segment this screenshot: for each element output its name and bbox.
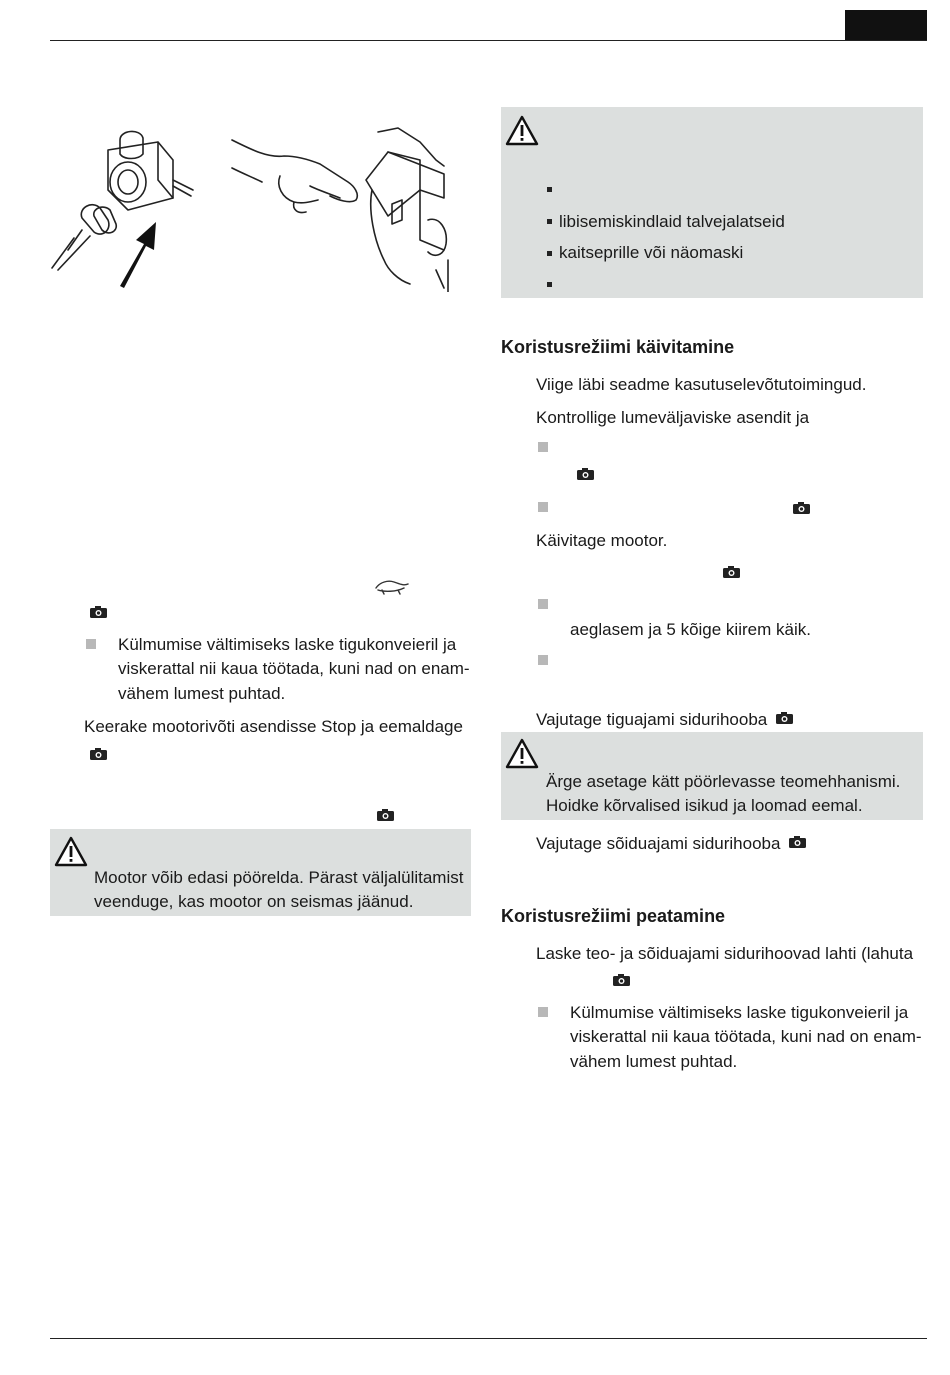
bullet-square: [538, 599, 548, 609]
warning-text-line: veenduge, kas mootor on seismas jäänud.: [94, 892, 414, 911]
section-title: Koristusrežiimi käivitamine: [501, 337, 735, 357]
turtle-slow-icon: [374, 578, 410, 596]
bullet-text-line: viskerattal nii kaua töötada, kuni nad on enam-: [570, 1027, 922, 1046]
camera-icon: [377, 809, 394, 821]
bullet-text-line: viskerattal nii kaua töötada, kuni nad on enam-: [118, 659, 470, 678]
bullet-text-line: Külmumise vältimiseks laske tigukonveieril ja: [118, 635, 457, 654]
bullet-square: [538, 442, 548, 452]
step-setup: Viige läbi seadme kasutuselevõtutoimingud.: [536, 375, 867, 394]
ppe-bullet: [547, 282, 552, 287]
warning-triangle-icon: [54, 835, 88, 867]
camera-icon: [90, 606, 107, 618]
step-check: Kontrollige lumeväljaviske asendit ja: [536, 408, 810, 427]
camera-icon: [723, 566, 740, 578]
bullet-text-line: vähem lumest puhtad.: [118, 684, 286, 703]
bullet-square: [538, 1007, 548, 1017]
illustration-key-and-button: [48, 120, 450, 292]
footer-rule: [50, 1338, 927, 1339]
step-auger-clutch: Vajutage tiguajami sidurihooba: [536, 710, 768, 729]
ppe-bullet: [547, 251, 552, 256]
step-key-stop: Keerake mootorivõti asendisse Stop ja eemaldage: [84, 717, 463, 736]
step-drive-clutch: Vajutage sõiduajami sidurihooba: [536, 834, 781, 853]
camera-icon: [789, 836, 806, 848]
warning-text-line: Mootor võib edasi pöörelda. Pärast väljalülitamist: [94, 868, 464, 887]
step-start: Käivitage mootor.: [536, 531, 668, 550]
header-tab-block: [845, 10, 927, 40]
warning-text-line: Hoidke kõrvalised isikud ja loomad eemal.: [546, 796, 863, 815]
step-release: Laske teo- ja sõiduajami sidurihoovad lahti (lahuta: [536, 944, 914, 963]
ppe-bullet: [547, 187, 552, 192]
warning-text-line: Ärge asetage kätt pöörlevasse teomehhanismi.: [546, 772, 901, 791]
camera-icon: [793, 502, 810, 514]
warning-box: [50, 829, 471, 916]
camera-icon: [577, 468, 594, 480]
camera-icon: [90, 748, 107, 760]
camera-icon: [613, 974, 630, 986]
ppe-item: kaitseprille või näomaski: [559, 243, 744, 262]
bullet-square: [86, 639, 96, 649]
warning-triangle-icon: [505, 114, 539, 146]
ppe-warning-box: [501, 107, 923, 298]
bullet-square: [538, 502, 548, 512]
section-title: Koristusrežiimi peatamine: [501, 906, 726, 926]
bullet-square: [538, 655, 548, 665]
ppe-bullet: [547, 219, 552, 224]
warning-box: [501, 732, 923, 820]
bullet-text-line: vähem lumest puhtad.: [570, 1052, 738, 1071]
header-rule: [50, 40, 927, 41]
gear-text: aeglasem ja 5 kõige kiirem käik.: [570, 620, 811, 639]
camera-icon: [776, 712, 793, 724]
bullet-text-line: Külmumise vältimiseks laske tigukonveieril ja: [570, 1003, 909, 1022]
warning-triangle-icon: [505, 737, 539, 769]
ppe-item: libisemiskindlaid talvejalatseid: [559, 212, 785, 231]
